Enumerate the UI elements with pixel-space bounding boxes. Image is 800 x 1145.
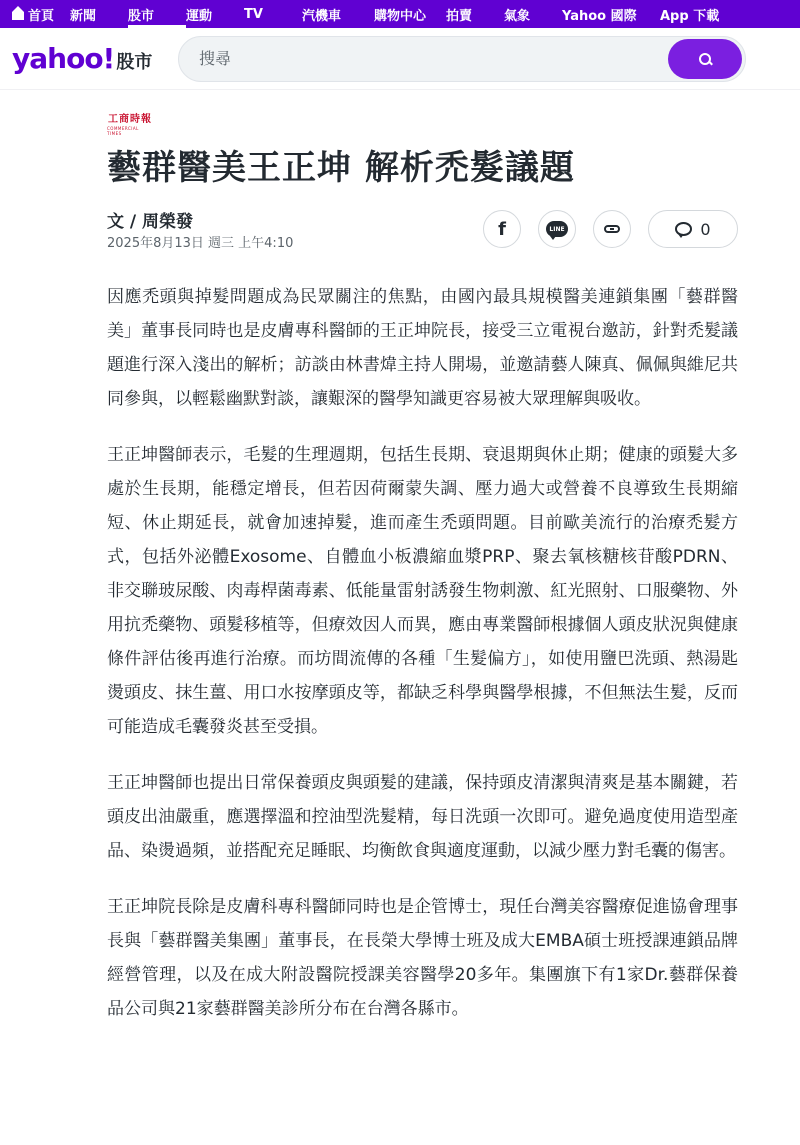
nav-sports[interactable]: 運動: [186, 8, 213, 24]
search-input[interactable]: [199, 49, 639, 68]
paragraph: 王正坤醫師表示，毛髮的生理週期，包括生長期、衰退期與休止期；健康的頭髮大多處於生長期，能穩定增長，但若因荷爾蒙失調、壓力過大或營養不良導致生長期縮短、休止期延長，就會加速掉髮，進而產生禿頭問題。目前歐美流行的治療禿髮方式，包括外泌體Exosome、自體血小板濃縮血漿PRP、聚去氧核糖核苷酸PDRN、非交聯玻尿酸、肉毒桿菌毒素、低能量雷射誘發生物刺激、紅光照射、口服藥物、外用抗禿藥物、頭髮移植等，但療效因人而異，應由專業醫師根據個人頭皮狀況與健康條件評估後再進行治療。而坊間流傳的各種「生髮偏方」，如使用鹽巴洗頭、熱湯匙燙頭皮、抹生薑、用口水按摩頭皮等，都缺乏科學與醫學根據，不但無法生髮，反而可能造成毛囊發炎甚至受損。: [107, 445, 738, 737]
comment-count: 0: [700, 219, 711, 239]
facebook-share-button[interactable]: [483, 210, 521, 248]
byline: [107, 210, 293, 254]
nav-autos[interactable]: 汽機車: [302, 8, 342, 24]
nav-weather[interactable]: 氣象: [504, 8, 531, 24]
logo-brand: yahoo!: [12, 42, 115, 75]
nav-stock[interactable]: 股市: [128, 0, 186, 28]
nav-home[interactable]: [12, 5, 70, 24]
author: 文 / 周榮發: [107, 212, 194, 232]
provider-subtitle: COMMERCIAL TIMES: [107, 126, 139, 136]
nav-auction[interactable]: 拍賣: [446, 8, 473, 24]
nav-home-label: 首頁: [28, 8, 55, 24]
yahoo-stock-logo[interactable]: [12, 42, 178, 75]
byline-row: [107, 210, 738, 258]
article-body: [107, 280, 738, 1026]
paragraph: 因應禿頭與掉髮問題成為民眾關注的焦點，由國內最具規模醫美連鎖集團「藝群醫美」董事長同時也是皮膚專科醫師的王正坤院長，接受三立電視台邀訪，針對禿髮議題進行深入淺出的解析；訪談由林書煒主持人開場，並邀請藝人陳真、佩佩與維尼共同參與，以輕鬆幽默對談，讓艱深的醫學知識更容易被大眾理解與吸收。: [107, 287, 738, 409]
comment-bubble-icon: [675, 222, 692, 236]
article: [0, 114, 800, 1026]
provider-name: 工商時報: [108, 114, 152, 125]
line-share-button[interactable]: [538, 210, 576, 248]
comments-button[interactable]: [648, 210, 738, 248]
share-actions: [466, 210, 738, 248]
site-header: [0, 28, 800, 90]
nav-shopping[interactable]: 購物中心: [374, 8, 427, 24]
logo-section: 股市: [116, 52, 153, 73]
home-icon: [12, 8, 24, 20]
line-icon: LINE: [546, 221, 568, 237]
nav-yahoo-international[interactable]: Yahoo 國際: [562, 8, 637, 24]
article-title: 藝群醫美王正坤 解析禿髮議題: [107, 148, 575, 188]
search-icon: [697, 51, 713, 67]
nav-news[interactable]: 新聞: [70, 8, 97, 24]
publish-date: 2025年8月13日 週三 上午4:10: [107, 236, 294, 251]
paragraph: 王正坤院長除是皮膚科專科醫師同時也是企管博士，現任台灣美容醫療促進協會理事長與「藝群醫美集團」董事長，在長榮大學博士班及成大EMBA碩士班授課連鎖品牌經營管理，以及在成大附設醫院授課美容醫學20多年。集團旗下有1家Dr.藝群保養品公司與21家藝群醫美診所分布在台灣各縣市。: [107, 897, 738, 1019]
paragraph: 王正坤醫師也提出日常保養頭皮與頭髮的建議，保持頭皮清潔與清爽是基本關鍵，若頭皮出油嚴重，應選擇溫和控油型洗髮精，每日洗頭一次即可。避免過度使用造型產品、染燙過頻，並搭配充足睡眠、均衡飲食與適度運動，以減少壓力對毛囊的傷害。: [107, 773, 738, 861]
top-navigation-bar: [0, 0, 800, 28]
nav-tv[interactable]: TV: [244, 6, 263, 22]
copy-link-button[interactable]: [593, 210, 631, 248]
facebook-icon: f: [498, 218, 506, 240]
provider-logo[interactable]: [107, 114, 153, 136]
search-bar: [178, 36, 746, 82]
nav-app-download[interactable]: App 下載: [660, 8, 720, 24]
link-icon: [604, 225, 620, 233]
search-button[interactable]: [668, 39, 742, 79]
